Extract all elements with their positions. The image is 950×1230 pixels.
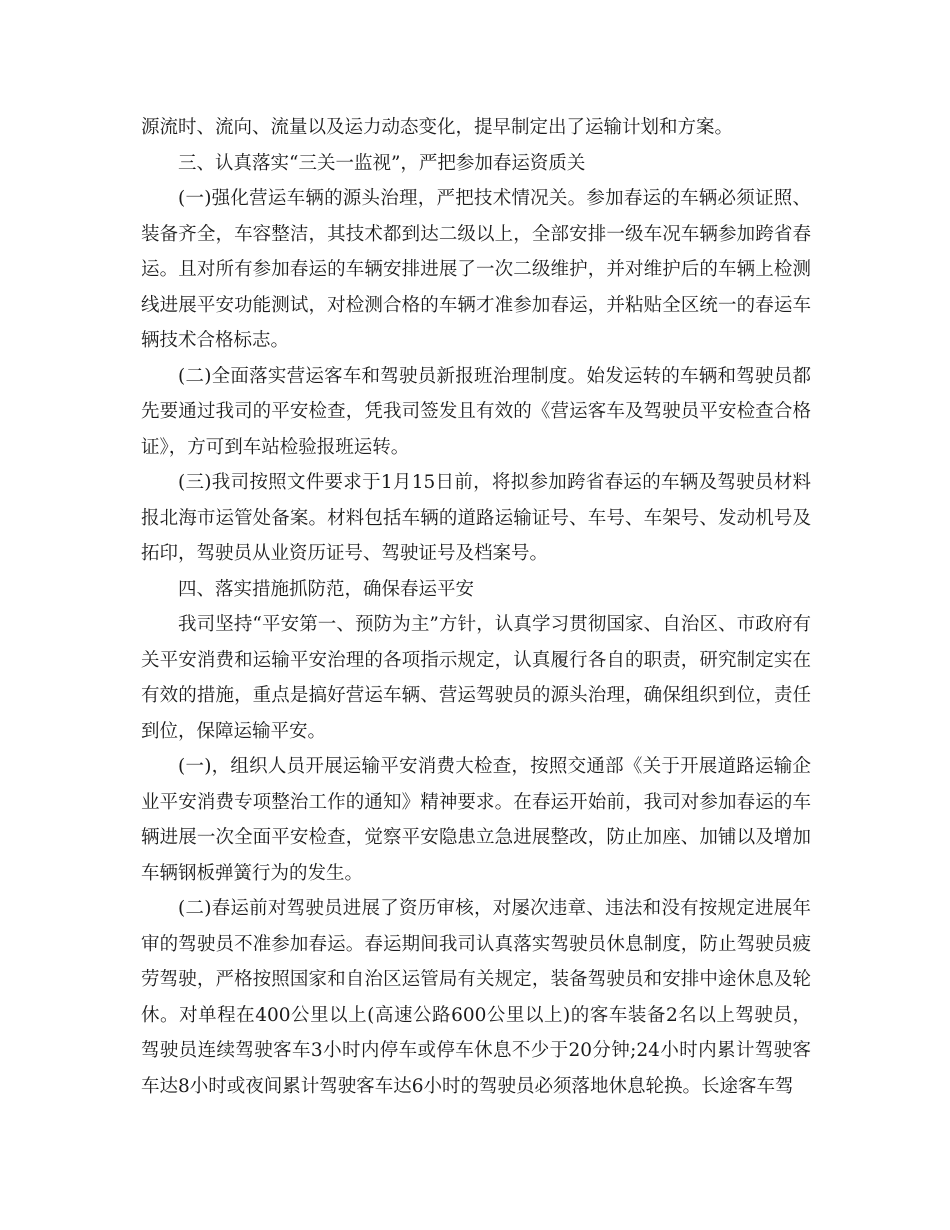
section-heading-three: 三、认真落实“三关一监视”，严把参加春运资质关 [178, 152, 586, 174]
document-body [141, 110, 811, 1104]
paragraph: (一)强化营运车辆的源头治理，严把技术情况关。参加春运的车辆必须证照、装备齐全，车容整洁，其技术都到达二级以上，全部安排一级车况车辆参加跨省春运。且对所有参加春运的车辆安排进展了一次二级维护，并对维护后的车辆上检测线进展平安功能测试，对检测合格的车辆才准参加春运，并粘贴全区统一的春运车辆技术合格标志。 [141, 188, 811, 351]
paragraph-continuation: 源流时、流向、流量以及运力动态变化，提早制定出了运输计划和方案。 [141, 117, 734, 138]
paragraph: 我司坚持“平安第一、预防为主”方针，认真学习贯彻国家、自治区、市政府有关平安消费和运输平安治理的各项指示规定，认真履行各自的职责，研究制定实在有效的措施，重点是搞好营运车辆、营运驾驶员的源头治理，确保组织到位，责任到位，保障运输平安。 [141, 614, 811, 742]
section-heading-four: 四、落实措施抓防范，确保春运平安 [178, 578, 475, 600]
paragraph: (二)全面落实营运客车和驾驶员新报班治理制度。始发运转的车辆和驾驶员都先要通过我司的平安检查，凭我司签发且有效的《营运客车及驾驶员平安检查合格证》，方可到车站检验报班运转。 [141, 365, 811, 458]
paragraph: (二)春运前对驾驶员进展了资历审核，对屡次违章、违法和没有按规定进展年审的驾驶员不准参加春运。春运期间我司认真落实驾驶员休息制度，防止驾驶员疲劳驾驶，严格按照国家和自治区运管局有关规定，装备驾驶员和安排中途休息及轮休。对单程在400公里以上(高速公路600公里以上)的客车装备2名以上驾驶员，驾驶员连续驾驶客车3小时内停车或停车休息不少于20分钟;24小时内累计驾驶客车达8小时或夜间累计驾驶客车达6小时的驾驶员必须落地休息轮换。长途客车驾 [141, 898, 811, 1097]
paragraph: (一)，组织人员开展运输平安消费大检查，按照交通部《关于开展道路运输企业平安消费专项整治工作的通知》精神要求。在春运开始前，我司对参加春运的车辆进展一次全面平安检查，觉察平安隐患立急进展整改，防止加座、加铺以及增加车辆钢板弹簧行为的发生。 [141, 756, 811, 884]
paragraph: (三)我司按照文件要求于1月15日前，将拟参加跨省春运的车辆及驾驶员材料报北海市运管处备案。材料包括车辆的道路运输证号、车号、车架号、发动机号及拓印，驾驶员从业资历证号、驾驶证号及档案号。 [141, 472, 811, 564]
